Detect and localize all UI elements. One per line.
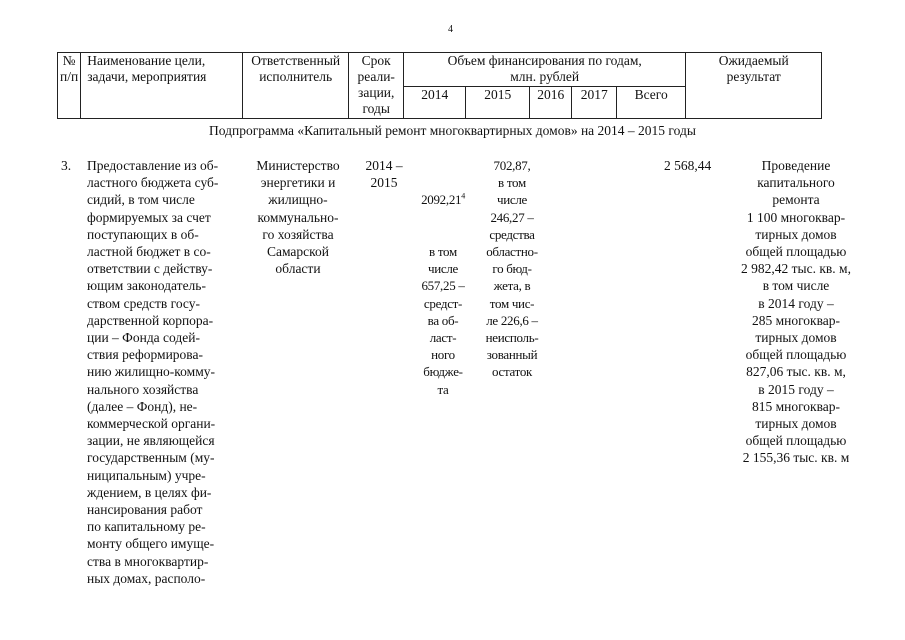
row-executor: Министерство энергетики и жилищно- коммунально- го хозяйства Самарской области: [256, 158, 340, 277]
header-term: Срок реали- зации, годы: [349, 53, 404, 119]
header-result: Ожидаемый результат: [686, 53, 822, 119]
header-executor: Ответственный исполнитель: [243, 53, 349, 119]
header-total: Всего: [617, 87, 686, 119]
table-header: [57, 52, 822, 119]
header-num: № п/п: [58, 53, 81, 119]
footnote-marker: 4: [461, 192, 465, 202]
header-name: Наименование цели, задачи, мероприятия: [81, 53, 243, 119]
subprogram-title: Подпрограмма «Капитальный ремонт многоквартирных домов» на 2014 – 2015 годы: [209, 123, 696, 138]
header-year-2015: 2015: [466, 87, 530, 119]
header-funding: Объем финансирования по годам, млн. рублей: [404, 53, 686, 87]
header-year-2014: 2014: [404, 87, 466, 119]
row-total: 2 568,44: [664, 158, 712, 173]
row-name: Предоставление из об- ластного бюджета суб- сидий, в том числе формируемых за счет поступающих в об- ластной бюджет в со- ответствии с действу- ющим законодатель- ством средств госу- дарственной корпора- ции – Фонда содей- ствия реформирова- нию жилищно-комму- нального хозяйства (далее – Фонд), не- коммерческой органи- зации, не являющейся государственным (му- ниципальным) учре- ждением, в целях фи- нансирования работ по капитальному ре- монту общего имуще- ства в многоквартир- ных домах, располо-: [87, 158, 219, 586]
header-year-2016: 2016: [530, 87, 572, 119]
row-term: 2014 – 2015: [365, 158, 403, 191]
row-result: Проведение капитального ремонта 1 100 многоквар- тирных домов общей площадью 2 982,42 тыс. кв. м, в том числе в 2014 году – 285 многоквар- тирных домов общей площадью 827,06 тыс. кв. м, в 2015 году – 815 многоквар- тирных домов общей площадью 2 155,36 тыс. кв. м: [741, 158, 851, 466]
row-2014-value: 2092,21: [421, 192, 462, 208]
row-2015-funding: 702,87, в том числе 246,27 – средства областно- го бюд- жета, в том чис- ле 226,6 – неисполь- зованный остаток: [485, 158, 539, 380]
row-2014-funding: [412, 157, 474, 415]
row-num: 3.: [61, 158, 72, 173]
row-2014-details: в том числе 657,25 – средст- ва об- ласт- ного бюдже- та: [421, 244, 465, 397]
page-number: 4: [448, 24, 453, 35]
header-year-2017: 2017: [572, 87, 617, 119]
